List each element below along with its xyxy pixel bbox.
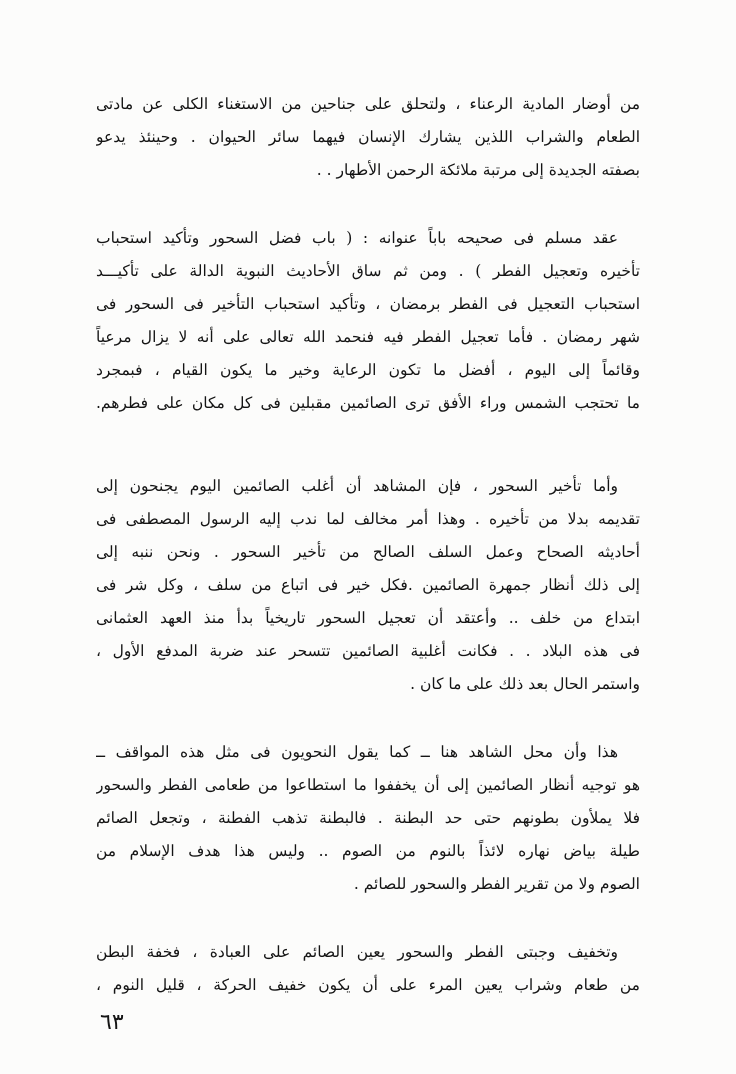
text-line: أحاديثه الصحاح وعمل السلف الصالح من تأخير السحور . ونحن ننبه إلى xyxy=(96,543,640,561)
text-line: شهر رمضان . فأما تعجيل الفطر فيه فنحمد الله تعالى على أنه لا يزال مرعياً xyxy=(96,328,640,346)
text-line: إلى ذلك أنظار جمهرة الصائمين .فكل خير فى اتباع من سلف ، وكل شر فى xyxy=(96,576,640,594)
page-text xyxy=(96,88,640,1037)
paragraph-2 xyxy=(96,222,640,420)
text-line: وقائماً إلى اليوم ، أفضل ما تكون الرعاية وخير ما يكون القيام ، فبمجرد xyxy=(96,361,640,379)
paragraph-1 xyxy=(96,88,640,187)
text-line: استحباب التعجيل فى الفطر برمضان ، وتأكيد استحباب التأخير فى السحور فى xyxy=(96,295,640,313)
text-line: عقد مسلم فى صحيحه باباً عنوانه : ( باب فضل السحور وتأكيد استحباب xyxy=(96,229,618,247)
text-line: واستمر الحال بعد ذلك على ما كان . xyxy=(410,675,640,693)
text-line: هذا وأن محل الشاهد هنا ــ كما يقول النحويون فى مثل هذه المواقف ــ xyxy=(96,743,618,761)
text-line: من طعام وشراب يعين المرء على أن يكون خفيف الحركة ، قليل النوم ، xyxy=(96,976,640,994)
page-number: ٦٣ xyxy=(100,1010,124,1035)
text-line: من أوضار المادية الرعناء ، ولتحلق على جناحين من الاستغناء الكلى عن مادتى xyxy=(96,95,640,113)
paragraph-5 xyxy=(96,936,640,1002)
text-line: تقديمه بدلا من تأخيره . وهذا أمر مخالف لما ندب إليه الرسول المصطفى فى xyxy=(96,510,640,528)
paragraph-4 xyxy=(96,736,640,901)
text-line: ابتداع من خلف .. وأعتقد أن تعجيل السحور تاريخياً بدأ منذ العهد العثمانى xyxy=(96,609,640,627)
text-line: وأما تأخير السحور ، فإن المشاهد أن أغلب الصائمين اليوم يجنحون إلى xyxy=(96,477,618,495)
text-line: تأخيره وتعجيل الفطر ) . ومن ثم ساق الأحاديث النبوية الدالة على تأكيـــد xyxy=(96,262,640,280)
text-line: فلا يملأون بطونهم حتى حد البطنة . فالبطنة تذهب الفطنة ، وتجعل الصائم xyxy=(96,809,640,827)
text-line: طيلة بياض نهاره لائذاً بالنوم من الصوم .. وليس هذا هدف الإسلام من xyxy=(96,842,640,860)
text-line: فى هذه البلاد . . فكانت أغلبية الصائمين تتسحر عند ضربة المدفع الأول ، xyxy=(96,642,640,660)
text-line: الطعام والشراب اللذين يشارك الإنسان فيهما سائر الحيوان . وحينئذ يدعو xyxy=(96,128,640,146)
text-line: ما تحتجب الشمس وراء الأفق ترى الصائمين مقبلين فى كل مكان على فطرهم. xyxy=(96,394,640,412)
text-line: بصفته الجديدة إلى مرتبة ملائكة الرحمن الأطهار . . xyxy=(316,161,640,179)
paragraph-3 xyxy=(96,470,640,701)
text-line: الصوم ولا من تقرير الفطر والسحور للصائم . xyxy=(353,875,640,893)
text-line: هو توجيه أنظار الصائمين إلى أن يخففوا ما استطاعوا من طعامى الفطر والسحور xyxy=(96,776,640,794)
text-line: وتخفيف وجبتى الفطر والسحور يعين الصائم على العبادة ، فخفة البطن xyxy=(96,943,618,961)
